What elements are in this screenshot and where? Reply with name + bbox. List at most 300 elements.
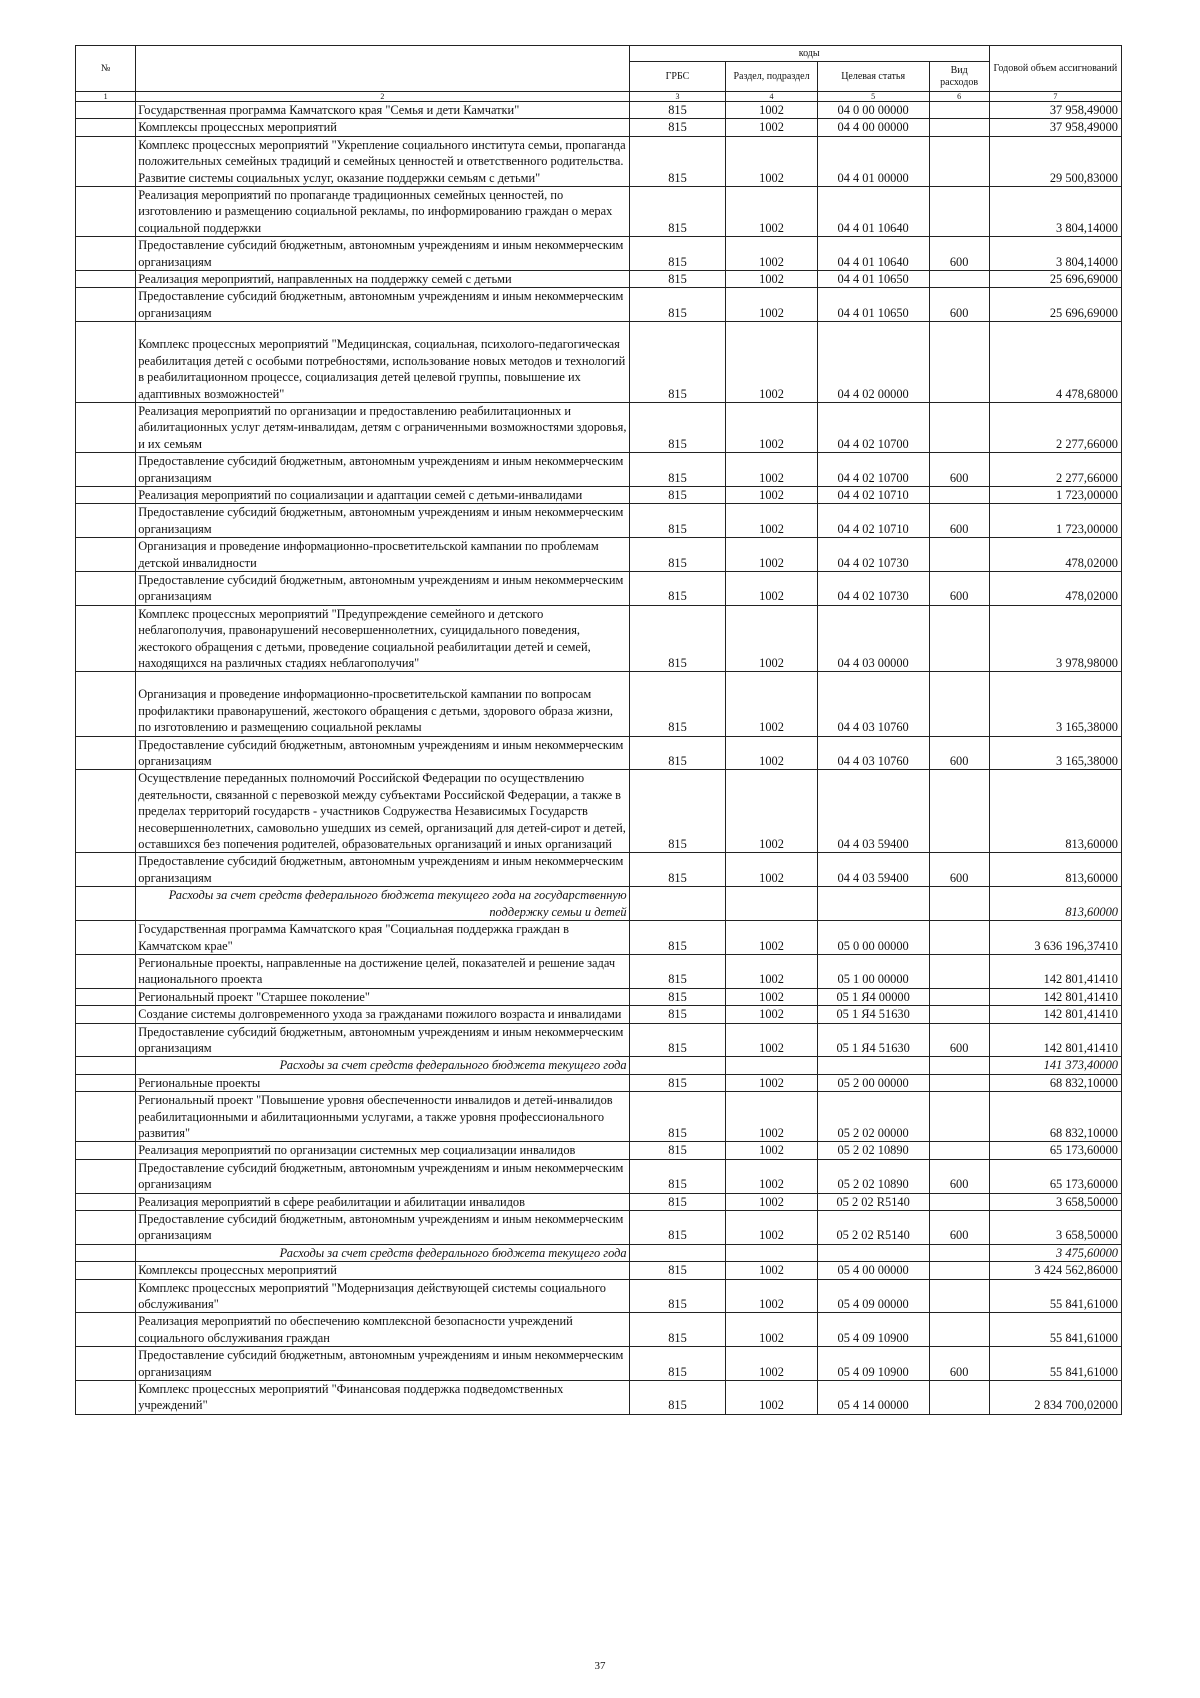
- row-number-cell: [76, 453, 136, 487]
- row-amount-cell: 3 978,98000: [989, 605, 1121, 672]
- row-razdel-cell: 1002: [726, 1381, 817, 1415]
- row-number-cell: [76, 1023, 136, 1057]
- header-codes: коды: [629, 46, 989, 62]
- row-amount-cell: 55 841,61000: [989, 1347, 1121, 1381]
- row-target-cell: 04 4 01 00000: [817, 136, 929, 186]
- row-amount-cell: 2 277,66000: [989, 402, 1121, 452]
- row-vid-cell: [929, 1279, 989, 1313]
- row-amount-cell: 4 478,68000: [989, 322, 1121, 403]
- row-grbs-cell: 815: [629, 538, 726, 572]
- row-target-cell: 05 1 Я4 00000: [817, 988, 929, 1005]
- table-row: [76, 1159, 1122, 1193]
- row-razdel-cell: 1002: [726, 736, 817, 770]
- row-number-cell: [76, 288, 136, 322]
- row-razdel-cell: 1002: [726, 486, 817, 503]
- row-name-cell: Предоставление субсидий бюджетным, автономным учреждениям и иным некоммерческим организациям: [136, 237, 629, 271]
- row-vid-cell: [929, 1244, 989, 1261]
- row-number-cell: [76, 136, 136, 186]
- row-grbs-cell: 815: [629, 1313, 726, 1347]
- row-name-cell: Расходы за счет средств федерального бюджета текущего года на государственную поддержку семьи и детей: [136, 887, 629, 921]
- row-grbs-cell: 815: [629, 1347, 726, 1381]
- row-amount-cell: 1 723,00000: [989, 486, 1121, 503]
- row-grbs-cell: 815: [629, 1074, 726, 1091]
- row-grbs-cell: 815: [629, 1262, 726, 1279]
- row-target-cell: 04 0 00 00000: [817, 102, 929, 119]
- table-row: [76, 119, 1122, 136]
- row-vid-cell: [929, 322, 989, 403]
- row-grbs-cell: 815: [629, 102, 726, 119]
- header-grbs: ГРБС: [629, 62, 726, 92]
- row-number-cell: [76, 1244, 136, 1261]
- row-number-cell: [76, 486, 136, 503]
- row-grbs-cell: 815: [629, 571, 726, 605]
- row-grbs-cell: 815: [629, 921, 726, 955]
- row-razdel-cell: [726, 1057, 817, 1074]
- table-row: [76, 136, 1122, 186]
- header-vid: Вид расходов: [929, 62, 989, 92]
- table-row: [76, 736, 1122, 770]
- appropriations-table: [75, 45, 1122, 1415]
- header-amount: Годовой объем ассигнований: [989, 46, 1121, 92]
- table-row: [76, 605, 1122, 672]
- row-name-cell: Реализация мероприятий по обеспечению комплексной безопасности учреждений социального обслуживания граждан: [136, 1313, 629, 1347]
- row-target-cell: 05 0 00 00000: [817, 921, 929, 955]
- row-name-cell: Реализация мероприятий, направленных на поддержку семей с детьми: [136, 271, 629, 288]
- row-target-cell: [817, 1244, 929, 1261]
- column-number: 7: [989, 92, 1121, 102]
- row-name-cell: Предоставление субсидий бюджетным, автономным учреждениям и иным некоммерческим организациям: [136, 1023, 629, 1057]
- row-vid-cell: [929, 672, 989, 736]
- row-grbs-cell: 815: [629, 453, 726, 487]
- row-target-cell: 04 4 01 10650: [817, 271, 929, 288]
- row-razdel-cell: 1002: [726, 605, 817, 672]
- row-vid-cell: [929, 402, 989, 452]
- row-target-cell: 04 4 01 10640: [817, 237, 929, 271]
- row-name-cell: Реализация мероприятий по пропаганде традиционных семейных ценностей, по изготовлению и размещению социальной рекламы, по информированию граждан о мерах социальной поддержки: [136, 187, 629, 237]
- row-razdel-cell: 1002: [726, 119, 817, 136]
- row-grbs-cell: 815: [629, 605, 726, 672]
- row-razdel-cell: [726, 887, 817, 921]
- row-razdel-cell: 1002: [726, 187, 817, 237]
- row-grbs-cell: 815: [629, 954, 726, 988]
- row-target-cell: 05 2 00 00000: [817, 1074, 929, 1091]
- table-row: [76, 1193, 1122, 1210]
- row-name-cell: Предоставление субсидий бюджетным, автономным учреждениям и иным некоммерческим организациям: [136, 571, 629, 605]
- row-number-cell: [76, 672, 136, 736]
- table-row: [76, 486, 1122, 503]
- row-razdel-cell: 1002: [726, 136, 817, 186]
- row-razdel-cell: 1002: [726, 288, 817, 322]
- table-row: [76, 954, 1122, 988]
- row-target-cell: 04 4 03 10760: [817, 736, 929, 770]
- row-razdel-cell: 1002: [726, 1211, 817, 1245]
- row-razdel-cell: 1002: [726, 1092, 817, 1142]
- row-razdel-cell: 1002: [726, 921, 817, 955]
- row-amount-cell: 478,02000: [989, 571, 1121, 605]
- row-grbs-cell: 815: [629, 119, 726, 136]
- row-name-cell: Реализация мероприятий в сфере реабилитации и абилитации инвалидов: [136, 1193, 629, 1210]
- row-amount-cell: 142 801,41410: [989, 954, 1121, 988]
- row-razdel-cell: 1002: [726, 954, 817, 988]
- row-name-cell: Государственная программа Камчатского края "Семья и дети Камчатки": [136, 102, 629, 119]
- row-target-cell: 05 2 02 10890: [817, 1159, 929, 1193]
- row-vid-cell: [929, 271, 989, 288]
- row-grbs-cell: 815: [629, 853, 726, 887]
- row-number-cell: [76, 1142, 136, 1159]
- row-vid-cell: [929, 119, 989, 136]
- row-target-cell: 05 4 14 00000: [817, 1381, 929, 1415]
- row-razdel-cell: 1002: [726, 1193, 817, 1210]
- row-number-cell: [76, 1211, 136, 1245]
- row-grbs-cell: 815: [629, 1092, 726, 1142]
- row-vid-cell: [929, 1193, 989, 1210]
- row-number-cell: [76, 921, 136, 955]
- row-amount-cell: 3 658,50000: [989, 1193, 1121, 1210]
- table-row: [76, 271, 1122, 288]
- row-target-cell: 04 4 03 10760: [817, 672, 929, 736]
- row-target-cell: 05 1 00 00000: [817, 954, 929, 988]
- row-amount-cell: 142 801,41410: [989, 988, 1121, 1005]
- row-razdel-cell: 1002: [726, 322, 817, 403]
- row-amount-cell: 3 165,38000: [989, 736, 1121, 770]
- table-row: [76, 1381, 1122, 1415]
- row-grbs-cell: 815: [629, 271, 726, 288]
- row-razdel-cell: 1002: [726, 237, 817, 271]
- row-amount-cell: 813,60000: [989, 853, 1121, 887]
- row-name-cell: Региональный проект "Повышение уровня обеспеченности инвалидов и детей-инвалидов реабилитационными и абилитационными услугами, а также уровня профессионального развития": [136, 1092, 629, 1142]
- column-number: 2: [136, 92, 629, 102]
- row-name-cell: Государственная программа Камчатского края "Социальная поддержка граждан в Камчатском крае": [136, 921, 629, 955]
- row-name-cell: Предоставление субсидий бюджетным, автономным учреждениям и иным некоммерческим организациям: [136, 504, 629, 538]
- row-amount-cell: 37 958,49000: [989, 119, 1121, 136]
- row-vid-cell: 600: [929, 571, 989, 605]
- row-razdel-cell: 1002: [726, 770, 817, 853]
- row-amount-cell: 3 804,14000: [989, 237, 1121, 271]
- row-vid-cell: 600: [929, 1347, 989, 1381]
- row-number-cell: [76, 1262, 136, 1279]
- header-name: [136, 46, 629, 92]
- row-target-cell: 04 4 02 10730: [817, 571, 929, 605]
- row-vid-cell: 600: [929, 453, 989, 487]
- table-row: [76, 187, 1122, 237]
- table-row: [76, 921, 1122, 955]
- row-amount-cell: 813,60000: [989, 887, 1121, 921]
- row-grbs-cell: 815: [629, 1006, 726, 1023]
- row-name-cell: Предоставление субсидий бюджетным, автономным учреждениям и иным некоммерческим организациям: [136, 1347, 629, 1381]
- row-target-cell: 04 4 01 10650: [817, 288, 929, 322]
- row-razdel-cell: 1002: [726, 1279, 817, 1313]
- row-amount-cell: 25 696,69000: [989, 271, 1121, 288]
- row-name-cell: Предоставление субсидий бюджетным, автономным учреждениям и иным некоммерческим организациям: [136, 453, 629, 487]
- row-target-cell: 04 4 00 00000: [817, 119, 929, 136]
- row-target-cell: 05 4 00 00000: [817, 1262, 929, 1279]
- row-grbs-cell: 815: [629, 504, 726, 538]
- row-number-cell: [76, 402, 136, 452]
- row-vid-cell: [929, 187, 989, 237]
- row-amount-cell: 813,60000: [989, 770, 1121, 853]
- row-vid-cell: [929, 954, 989, 988]
- row-amount-cell: 29 500,83000: [989, 136, 1121, 186]
- row-number-cell: [76, 119, 136, 136]
- table-row: [76, 102, 1122, 119]
- row-amount-cell: 142 801,41410: [989, 1023, 1121, 1057]
- row-razdel-cell: 1002: [726, 453, 817, 487]
- table-row: [76, 1262, 1122, 1279]
- row-vid-cell: [929, 1313, 989, 1347]
- row-grbs-cell: 815: [629, 1211, 726, 1245]
- row-amount-cell: 141 373,40000: [989, 1057, 1121, 1074]
- row-name-cell: Региональные проекты, направленные на достижение целей, показателей и решение задач национального проекта: [136, 954, 629, 988]
- row-number-cell: [76, 1006, 136, 1023]
- row-vid-cell: [929, 1057, 989, 1074]
- row-amount-cell: 2 277,66000: [989, 453, 1121, 487]
- row-name-cell: Реализация мероприятий по организации и предоставлению реабилитационных и абилитационных услуг детям-инвалидам, детям с ограниченными возможностями здоровья, и их семьям: [136, 402, 629, 452]
- row-number-cell: [76, 504, 136, 538]
- table-row: [76, 853, 1122, 887]
- row-amount-cell: 3 636 196,37410: [989, 921, 1121, 955]
- row-number-cell: [76, 1279, 136, 1313]
- row-grbs-cell: 815: [629, 736, 726, 770]
- row-razdel-cell: 1002: [726, 1074, 817, 1091]
- row-amount-cell: 37 958,49000: [989, 102, 1121, 119]
- column-number: 4: [726, 92, 817, 102]
- row-vid-cell: [929, 1262, 989, 1279]
- table-row: [76, 288, 1122, 322]
- row-target-cell: 05 2 02 10890: [817, 1142, 929, 1159]
- row-name-cell: Реализация мероприятий по организации системных мер социализации инвалидов: [136, 1142, 629, 1159]
- row-vid-cell: [929, 1381, 989, 1415]
- row-target-cell: 04 4 03 00000: [817, 605, 929, 672]
- row-number-cell: [76, 1347, 136, 1381]
- row-razdel-cell: 1002: [726, 853, 817, 887]
- row-razdel-cell: [726, 1244, 817, 1261]
- row-target-cell: 05 4 09 00000: [817, 1279, 929, 1313]
- row-vid-cell: [929, 486, 989, 503]
- row-name-cell: Предоставление субсидий бюджетным, автономным учреждениям и иным некоммерческим организациям: [136, 1211, 629, 1245]
- row-vid-cell: 600: [929, 504, 989, 538]
- row-number-cell: [76, 538, 136, 572]
- row-number-cell: [76, 237, 136, 271]
- page-number: 37: [594, 1660, 606, 1672]
- table-row: [76, 988, 1122, 1005]
- table-row: [76, 1142, 1122, 1159]
- row-name-cell: Предоставление субсидий бюджетным, автономным учреждениям и иным некоммерческим организациям: [136, 736, 629, 770]
- row-vid-cell: 600: [929, 1211, 989, 1245]
- row-grbs-cell: 815: [629, 402, 726, 452]
- row-name-cell: Региональные проекты: [136, 1074, 629, 1091]
- row-vid-cell: 600: [929, 1023, 989, 1057]
- table-row: [76, 1313, 1122, 1347]
- row-amount-cell: 2 834 700,02000: [989, 1381, 1121, 1415]
- row-target-cell: 04 4 03 59400: [817, 853, 929, 887]
- row-amount-cell: 55 841,61000: [989, 1279, 1121, 1313]
- row-amount-cell: 478,02000: [989, 538, 1121, 572]
- row-razdel-cell: 1002: [726, 1159, 817, 1193]
- row-grbs-cell: 815: [629, 770, 726, 853]
- row-target-cell: 05 1 Я4 51630: [817, 1023, 929, 1057]
- row-grbs-cell: 815: [629, 1023, 726, 1057]
- row-target-cell: 04 4 02 10710: [817, 504, 929, 538]
- row-number-cell: [76, 853, 136, 887]
- row-razdel-cell: 1002: [726, 1313, 817, 1347]
- row-grbs-cell: [629, 887, 726, 921]
- table-row: [76, 1211, 1122, 1245]
- table-row: [76, 538, 1122, 572]
- row-name-cell: Комплекс процессных мероприятий "Финансовая поддержка подведомственных учреждений": [136, 1381, 629, 1415]
- column-number: 6: [929, 92, 989, 102]
- row-number-cell: [76, 1193, 136, 1210]
- row-grbs-cell: 815: [629, 988, 726, 1005]
- row-grbs-cell: 815: [629, 187, 726, 237]
- row-target-cell: 05 4 09 10900: [817, 1347, 929, 1381]
- row-amount-cell: 1 723,00000: [989, 504, 1121, 538]
- row-amount-cell: 3 165,38000: [989, 672, 1121, 736]
- row-amount-cell: 3 424 562,86000: [989, 1262, 1121, 1279]
- row-amount-cell: 68 832,10000: [989, 1074, 1121, 1091]
- row-vid-cell: [929, 1006, 989, 1023]
- row-target-cell: 04 4 02 00000: [817, 322, 929, 403]
- table-row: [76, 453, 1122, 487]
- row-amount-cell: 55 841,61000: [989, 1313, 1121, 1347]
- row-name-cell: Организация и проведение информационно-просветительской кампании по проблемам детской инвалидности: [136, 538, 629, 572]
- row-target-cell: 05 2 02 R5140: [817, 1193, 929, 1210]
- row-number-cell: [76, 1313, 136, 1347]
- table-row: [76, 402, 1122, 452]
- row-vid-cell: 600: [929, 736, 989, 770]
- row-amount-cell: 3 475,60000: [989, 1244, 1121, 1261]
- table-row: [76, 1023, 1122, 1057]
- table-row: [76, 1279, 1122, 1313]
- row-vid-cell: [929, 538, 989, 572]
- note-row: [76, 1057, 1122, 1074]
- row-grbs-cell: 815: [629, 1142, 726, 1159]
- row-target-cell: 04 4 03 59400: [817, 770, 929, 853]
- row-grbs-cell: 815: [629, 1279, 726, 1313]
- row-vid-cell: 600: [929, 1159, 989, 1193]
- table-row: [76, 1092, 1122, 1142]
- row-grbs-cell: 815: [629, 672, 726, 736]
- column-number: 3: [629, 92, 726, 102]
- row-number-cell: [76, 605, 136, 672]
- row-target-cell: 04 4 02 10700: [817, 453, 929, 487]
- row-name-cell: Создание системы долговременного ухода за гражданами пожилого возраста и инвалидами: [136, 1006, 629, 1023]
- row-name-cell: Предоставление субсидий бюджетным, автономным учреждениям и иным некоммерческим организациям: [136, 853, 629, 887]
- row-target-cell: 05 1 Я4 51630: [817, 1006, 929, 1023]
- row-name-cell: Предоставление субсидий бюджетным, автономным учреждениям и иным некоммерческим организациям: [136, 288, 629, 322]
- row-amount-cell: 65 173,60000: [989, 1159, 1121, 1193]
- row-name-cell: Комплексы процессных мероприятий: [136, 1262, 629, 1279]
- row-number-cell: [76, 736, 136, 770]
- row-razdel-cell: 1002: [726, 102, 817, 119]
- row-number-cell: [76, 954, 136, 988]
- row-name-cell: Комплекс процессных мероприятий "Укрепление социального института семьи, пропаганда положительных семейных традиций и семейных ценностей и ответственного родительства. Развитие системы социальных услуг, оказание поддержки семьям с детьми": [136, 136, 629, 186]
- note-row: [76, 887, 1122, 921]
- row-target-cell: 04 4 02 10730: [817, 538, 929, 572]
- table-row: [76, 237, 1122, 271]
- table-row: [76, 571, 1122, 605]
- row-razdel-cell: 1002: [726, 1142, 817, 1159]
- row-number-cell: [76, 322, 136, 403]
- row-number-cell: [76, 1092, 136, 1142]
- row-name-cell: Комплекс процессных мероприятий "Модернизация действующей системы социального обслуживания": [136, 1279, 629, 1313]
- header-razdel: Раздел, подраздел: [726, 62, 817, 92]
- row-vid-cell: [929, 887, 989, 921]
- row-number-cell: [76, 1381, 136, 1415]
- row-number-cell: [76, 1057, 136, 1074]
- header-target: Целевая статья: [817, 62, 929, 92]
- header-number: №: [76, 46, 136, 92]
- row-number-cell: [76, 102, 136, 119]
- table-row: [76, 1006, 1122, 1023]
- row-number-cell: [76, 1159, 136, 1193]
- row-target-cell: [817, 1057, 929, 1074]
- row-razdel-cell: 1002: [726, 538, 817, 572]
- row-vid-cell: [929, 1092, 989, 1142]
- row-name-cell: Расходы за счет средств федерального бюджета текущего года: [136, 1244, 629, 1261]
- table-row: [76, 504, 1122, 538]
- row-razdel-cell: 1002: [726, 1023, 817, 1057]
- row-grbs-cell: 815: [629, 322, 726, 403]
- row-razdel-cell: 1002: [726, 504, 817, 538]
- table-row: [76, 322, 1122, 403]
- row-grbs-cell: 815: [629, 1193, 726, 1210]
- table-row: [76, 770, 1122, 853]
- row-number-cell: [76, 1074, 136, 1091]
- row-target-cell: 05 4 09 10900: [817, 1313, 929, 1347]
- row-razdel-cell: 1002: [726, 271, 817, 288]
- row-vid-cell: [929, 921, 989, 955]
- row-vid-cell: 600: [929, 288, 989, 322]
- row-name-cell: Предоставление субсидий бюджетным, автономным учреждениям и иным некоммерческим организациям: [136, 1159, 629, 1193]
- row-name-cell: Комплекс процессных мероприятий "Медицинская, социальная, психолого-педагогическая реабилитация детей с особыми потребностями, использование новых методов и технологий в реабилитационном процессе, социализация детей целевой группы, повышение их адаптивных возможностей": [136, 322, 629, 403]
- row-name-cell: Расходы за счет средств федерального бюджета текущего года: [136, 1057, 629, 1074]
- row-vid-cell: 600: [929, 853, 989, 887]
- row-name-cell: Осуществление переданных полномочий Российской Федерации по осуществлению деятельности, связанной с перевозкой между субъектами Российской Федерации, а также в пределах территорий государств - участников Содружества Независимых Государств несовершеннолетних, самовольно ушедших из семей, организаций для детей-сирот и детей, оставшихся без попечения родителей, образовательных организаций и иных организаций: [136, 770, 629, 853]
- row-name-cell: Региональный проект "Старшее поколение": [136, 988, 629, 1005]
- row-amount-cell: 65 173,60000: [989, 1142, 1121, 1159]
- row-razdel-cell: 1002: [726, 571, 817, 605]
- row-amount-cell: 25 696,69000: [989, 288, 1121, 322]
- row-target-cell: [817, 887, 929, 921]
- row-number-cell: [76, 271, 136, 288]
- table-row: [76, 1347, 1122, 1381]
- row-vid-cell: [929, 770, 989, 853]
- row-target-cell: 04 4 01 10640: [817, 187, 929, 237]
- row-razdel-cell: 1002: [726, 672, 817, 736]
- row-name-cell: Комплексы процессных мероприятий: [136, 119, 629, 136]
- row-grbs-cell: 815: [629, 486, 726, 503]
- row-razdel-cell: 1002: [726, 402, 817, 452]
- row-grbs-cell: 815: [629, 288, 726, 322]
- column-number: 5: [817, 92, 929, 102]
- row-vid-cell: [929, 1074, 989, 1091]
- row-vid-cell: [929, 102, 989, 119]
- row-vid-cell: 600: [929, 237, 989, 271]
- row-amount-cell: 3 804,14000: [989, 187, 1121, 237]
- row-amount-cell: 68 832,10000: [989, 1092, 1121, 1142]
- row-razdel-cell: 1002: [726, 1347, 817, 1381]
- note-row: [76, 1244, 1122, 1261]
- row-target-cell: 04 4 02 10710: [817, 486, 929, 503]
- row-razdel-cell: 1002: [726, 988, 817, 1005]
- row-vid-cell: [929, 988, 989, 1005]
- row-vid-cell: [929, 605, 989, 672]
- row-target-cell: 05 2 02 00000: [817, 1092, 929, 1142]
- row-grbs-cell: 815: [629, 136, 726, 186]
- row-number-cell: [76, 887, 136, 921]
- row-vid-cell: [929, 136, 989, 186]
- row-vid-cell: [929, 1142, 989, 1159]
